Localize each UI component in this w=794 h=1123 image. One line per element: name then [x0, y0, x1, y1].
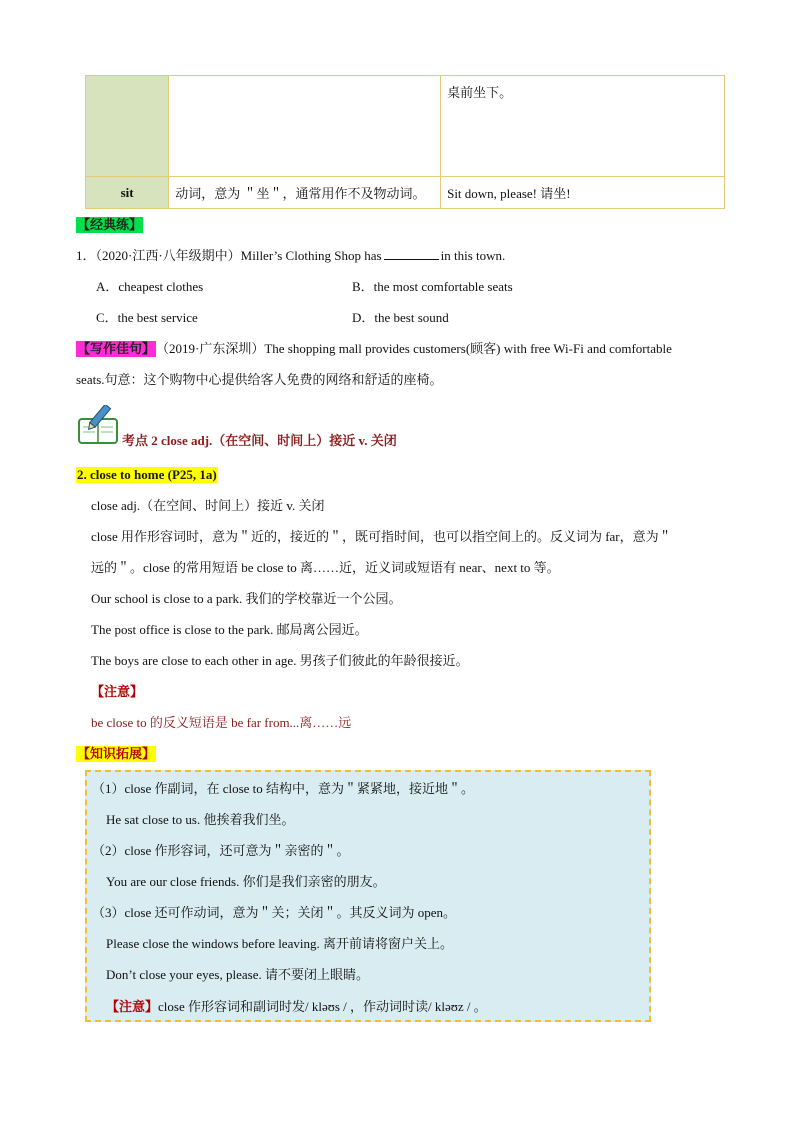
extension-note-tag: 【注意】 [106, 999, 159, 1014]
note-text: be close to 的反义短语是 be far from...离……远 [91, 715, 352, 730]
example-1: Our school is close to a park. 我们的学校靠近一个公园。 [91, 591, 402, 606]
extension-line-4: You are our close friends. 你们是我们亲密的朋友。 [106, 874, 386, 889]
table-cell-example: Sit down, please! 请坐! [441, 177, 725, 209]
table-row [86, 177, 725, 209]
option-c: C．the best service [96, 310, 198, 325]
option-d: D．the best sound [352, 310, 449, 325]
table-row [86, 76, 725, 177]
kpoint-title: 考点 2 close adj.（在空间、时间上）接近 v. 关闭 [122, 433, 397, 448]
question-suffix: in this town. [440, 248, 506, 263]
extension-heading [76, 745, 156, 763]
classic-tag: 【经典练】 [77, 217, 143, 232]
writing-line-2: seats.句意：这个购物中心提供给客人免费的网络和舒适的座椅。 [76, 372, 443, 387]
note-tag: 【注意】 [91, 684, 144, 699]
writing-text-1: （2019·广东深圳）The shopping mall provides customers(顾客) with free Wi-Fi and comfortable [156, 341, 672, 356]
table-cell-word: sit [86, 177, 169, 209]
option-b: B．the most comfortable seats [352, 279, 513, 294]
vocab-table [85, 75, 725, 209]
table-cell-word [86, 76, 169, 177]
extension-box [85, 770, 651, 1022]
classic-heading [76, 216, 143, 234]
extension-line-3: （2）close 作形容词，还可意为＂亲密的＂。 [92, 843, 350, 858]
notebook-pencil-icon [76, 405, 120, 445]
writing-tag: 【写作佳句】 [77, 341, 156, 356]
extension-line-1: （1）close 作副词，在 close to 结构中，意为＂紧紧地，接近地＂。 [92, 781, 475, 796]
table-cell-meaning: 动词，意为 ＂坐＂，通常用作不及物动词。 [169, 177, 441, 209]
writing-line-1 [76, 340, 672, 358]
example-2: The post office is close to the park. 邮局离公园近。 [91, 622, 368, 637]
table-cell-meaning [169, 76, 441, 177]
example-3: The boys are close to each other in age. 男孩子们彼此的年龄很接近。 [91, 653, 469, 668]
extension-line-2: He sat close to us. 他挨着我们坐。 [106, 812, 295, 827]
extension-note [106, 998, 487, 1016]
extension-line-7: Don’t close your eyes, please. 请不要闭上眼睛。 [106, 967, 369, 982]
explanation-1: close 用作形容词时，意为＂近的，接近的＂，既可指时间，也可以指空间上的。反义词为 far，意为＂ [91, 529, 672, 544]
definition: close adj.（在空间、时间上）接近 v. 关闭 [91, 498, 325, 513]
extension-note-text: close 作形容词和副词时发/ kləʊs / ，作动词时读/ kləʊz / 。 [158, 999, 487, 1014]
extension-line-5: （3）close 还可作动词，意为＂关；关闭＂。其反义词为 open。 [92, 905, 456, 920]
table-cell-example: 桌前坐下。 [441, 76, 725, 177]
section-heading-text: 2. close to home (P25, 1a) [77, 467, 217, 482]
question-text: 1．（2020·江西·八年级期中）Miller’s Clothing Shop has [76, 248, 382, 263]
option-a: A．cheapest clothes [96, 279, 204, 294]
extension-tag: 【知识拓展】 [77, 746, 156, 761]
answer-blank[interactable] [384, 247, 439, 260]
question-1 [76, 247, 505, 265]
explanation-2: 远的＂。close 的常用短语 be close to 离……近，近义词或短语有 near、next to 等。 [91, 560, 560, 575]
section-heading [76, 466, 218, 484]
extension-line-6: Please close the windows before leaving. 离开前请将窗户关上。 [106, 936, 453, 951]
